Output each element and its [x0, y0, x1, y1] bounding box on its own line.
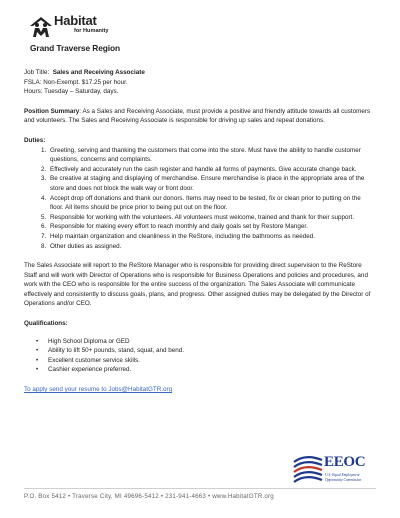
eeoc-swoosh-icon — [292, 452, 324, 488]
list-item: • Cashier experience preferred. — [48, 365, 374, 375]
eeoc-subtitle-1: U.S. Equal Employment — [325, 473, 360, 477]
list-item: 4. Accept drop off donations and thank our donors. Items may need to be tested, fix or clean prior to putting on the floor. All items should be price prior to being put out on the floor. — [48, 194, 374, 213]
eeoc-logo — [292, 452, 382, 488]
position-summary-label: Position Summary — [24, 107, 80, 115]
qualifications-heading: Qualifications: — [24, 320, 68, 328]
list-item: • High School Diploma or GED — [48, 337, 374, 347]
logo-subtitle: for Humanity — [74, 28, 109, 34]
eeoc-subtitle-2: Opportunity Commission — [325, 478, 362, 482]
flsa-line: FSLA: Non-Exempt. $17.25 per hour. — [24, 78, 128, 86]
house-people-icon — [28, 14, 54, 40]
logo-region: Grand Traverse Region — [30, 43, 121, 53]
list-item: 6. Responsible for making every effort to reach monthly and daily goals set by Restore Manger. — [48, 222, 374, 232]
list-item: • Excellent customer service skills. — [48, 356, 374, 366]
footer-contact: P.O. Box 5412 • Traverse City, MI 49696-5412 • 231-941-4663 • www.HabitatGTR.org — [24, 493, 274, 500]
job-title-label: Job Title: — [24, 69, 50, 76]
qualifications-list — [24, 337, 374, 375]
logo-title: Habitat — [54, 13, 97, 28]
habitat-logo — [28, 12, 148, 56]
hours-line: Hours: Tuesday – Saturday, days. — [24, 88, 119, 96]
reporting-paragraph: The Sales Associate will report to the ReStore Manager who is responsible for providing direct supervision to the ReStore Staff and will work with Director of Operations who is responsible for Business Operations and policies and procedures, and work with the CEO who is responsible for the entire success of the organization. The Sales Associate will communicate effectively and consistently to discuss goals, plans, and progress. Other assigned duties may be delegated by the Director of Operations and/or CEO. — [24, 262, 371, 308]
duties-list — [24, 146, 374, 252]
position-summary-text: : As a Sales and Receiving Associate, must provide a positive and friendly attitude towards all customers and volunteers. The Sales and Receiving Associate is responsible for driving up sales and repeat donations. — [24, 107, 371, 125]
job-title-line — [24, 68, 374, 78]
job-title-value: Sales and Receiving Associate — [52, 69, 145, 76]
job-description — [24, 68, 374, 395]
position-summary — [24, 107, 374, 126]
footer-divider — [24, 488, 376, 489]
list-item: 7. Help maintain organization and cleanliness in the ReStore, including the bathrooms as needed. — [48, 232, 374, 242]
eeoc-name: EEOC — [324, 454, 366, 470]
list-item: 5. Responsible for working with the volunteers. All volunteers must welcome, trained and thank for their support. — [48, 213, 374, 223]
list-item: 1. Greeting, serving and thanking the customers that come into the store. Must have the ability to handle customer questions, concerns and complaints. — [48, 146, 374, 165]
duties-heading: Duties: — [24, 136, 46, 144]
list-item: 3. Be creative at staging and displaying of merchandise. Ensure merchandise is place in the appropriate area of the store and does not block the walk way or front door. — [48, 174, 374, 193]
list-item: • Ability to lift 50+ pounds, stand, squat, and bend. — [48, 346, 374, 356]
list-item: 2. Effectively and accurately run the cash register and handle all forms of payments. Give accurate change back. — [48, 165, 374, 175]
apply-email-link[interactable]: To apply send your resume to Jobs@HabitatGTR.org — [24, 386, 173, 394]
list-item: 8. Other duties as assigned. — [48, 242, 374, 252]
